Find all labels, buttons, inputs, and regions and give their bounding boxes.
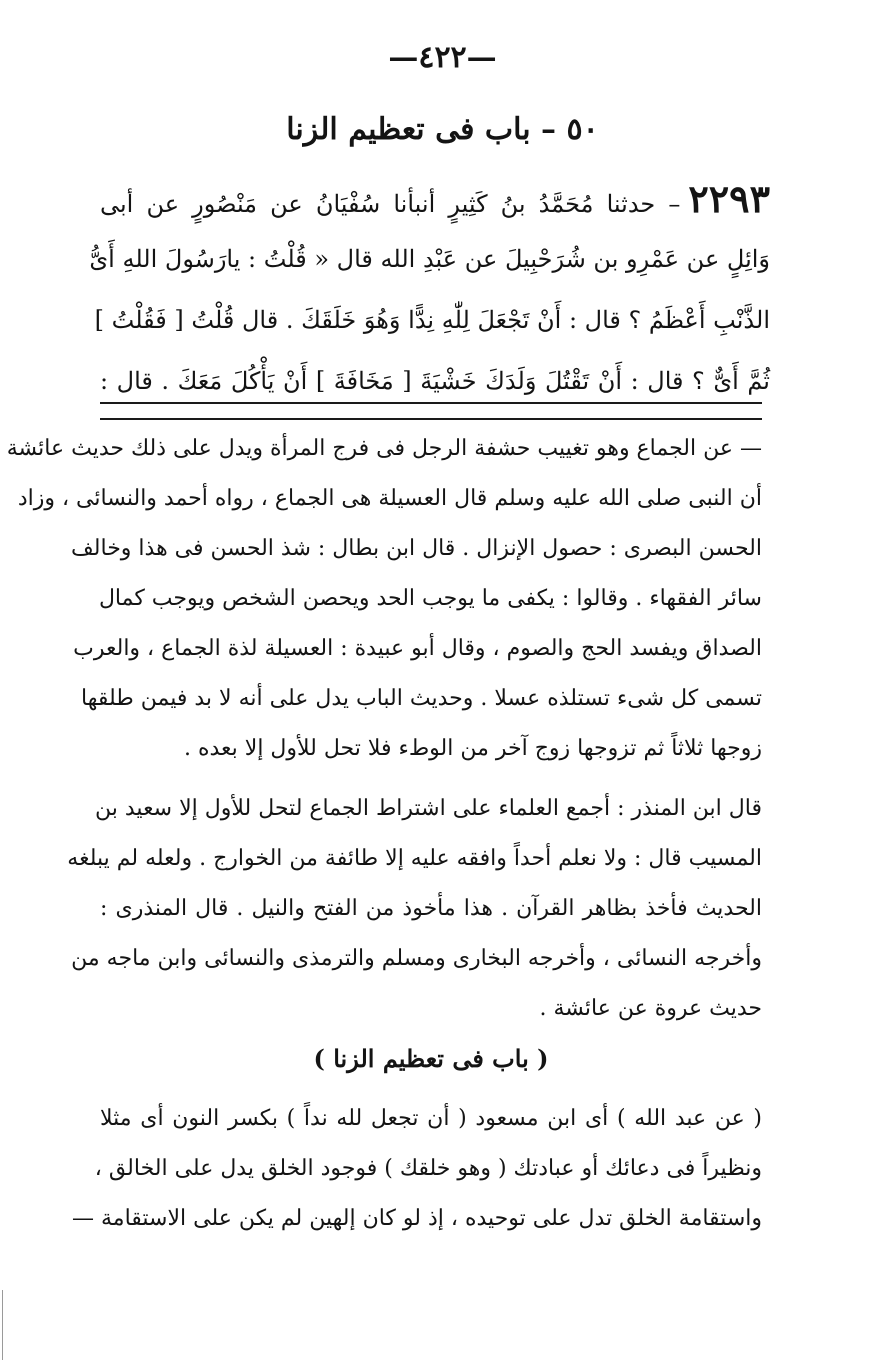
commentary-line: زوجها ثلاثاً ثم تزوجها زوج آخر من الوطء فلا تحل للأول إلا بعده . [183, 736, 762, 761]
paragraph-gap [100, 1084, 762, 1094]
commentary-line: الحسن البصرى : حصول الإنزال . قال ابن بطال : شذ الحسن فى هذا وخالف [71, 536, 762, 561]
commentary-line: وأخرجه النسائى ، وأخرجه البخارى ومسلم والترمذى والنسائى وابن ماجه من [71, 946, 762, 971]
hadith-line-text: – حدثنا مُحَمَّدُ بنُ كَثِيرٍ أنبأنا سُفْيَانُ عن مَنْصُورٍ عن أبى [100, 190, 681, 218]
commentary-line: قال ابن المنذر : أجمع العلماء على اشتراط الجماع لتحل للأول إلا سعيد بن [95, 796, 762, 821]
paragraph-gap [100, 774, 762, 784]
section-subheading: ( باب فى تعظيم الزنا ) [313, 1044, 549, 1073]
commentary-line: الحديث فأخذ بظاهر القرآن . هذا مأخوذ من الفتح والنيل . قال المنذرى : [100, 896, 762, 921]
hadith-number: ٢٢٩٣ [688, 176, 770, 221]
commentary-line: سائر الفقهاء . وقالوا : يكفى ما يوجب الحد ويحصن الشخص ويوجب كمال [98, 586, 762, 611]
commentary-line: ( عن عبد الله ) أى ابن مسعود ( أن تجعل لله نداً ) بكسر النون أى مثلا [100, 1106, 762, 1131]
hadith-text [89, 168, 770, 412]
separator-rule [100, 418, 762, 420]
commentary-line: الصداق ويفسد الحج والصوم ، وقال أبو عبيدة : العسيلة لذة الجماع ، والعرب [73, 636, 762, 661]
chapter-heading: ٥٠ – باب فى تعظيم الزنا [286, 112, 599, 147]
commentary-line: أن النبى صلى الله عليه وسلم قال العسيلة هى الجماع ، رواه أحمد والنسائى ، وزاد [17, 486, 762, 511]
hadith-line [100, 168, 770, 229]
commentary-line: واستقامة الخلق تدل على توحيده ، إذ لو كان إلهين لم يكن على الاستقامة — [72, 1206, 762, 1231]
hadith-line: ثُمَّ أَىٌّ ؟ قال : أَنْ تَقْتُلَ وَلَدَكَ خَشْيَةَ [ مَخَافَةَ ] أَنْ يَأْكُلَ مَعَكَ . قال : [100, 367, 770, 395]
scan-edge-line [2, 1290, 3, 1360]
separator-rule [100, 402, 762, 404]
commentary-line: ونظيراً فى دعائك أو عبادتك ( وهو خلقك ) فوجود الخلق يدل على الخالق ، [94, 1156, 762, 1181]
commentary-line: تسمى كل شىء تستلذه عسلا . وحديث الباب يدل على أنه لا بد فيمن طلقها [81, 686, 762, 711]
commentary [6, 424, 762, 1244]
hadith-line: وَائِلٍ عن عَمْرِو بن شُرَحْبِيلَ عن عَبْدِ الله قال « قُلْتُ : يارَسُولَ اللهِ أَىُّ [89, 245, 770, 273]
hadith-line: الذَّنْبِ أَعْظَمُ ؟ قال : أَنْ تَجْعَلَ لِلّٰهِ نِدًّا وَهُوَ خَلَقَكَ . قال قُلْتُ [ فَقُلْتُ ] [94, 306, 770, 334]
commentary-line: — عن الجماع وهو تغييب حشفة الرجل فى فرج المرأة ويدل على ذلك حديث عائشة [6, 436, 762, 461]
commentary-line: المسيب قال : ولا نعلم أحداً وافقه عليه إلا طائفة من الخوارج . ولعله لم يبلغه [67, 846, 762, 871]
page-number: —٤٢٢— [388, 40, 497, 75]
commentary-line: حديث عروة عن عائشة . [539, 996, 762, 1021]
